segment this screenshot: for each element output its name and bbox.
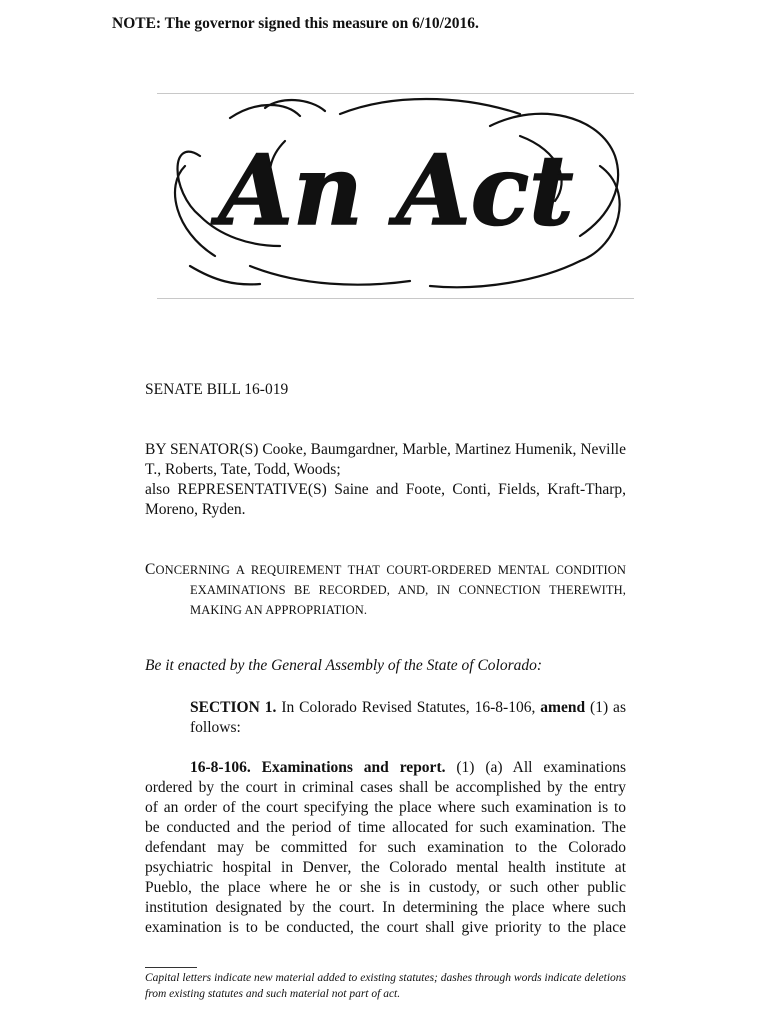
logo-bottom-rule [157,298,634,299]
enacting-clause: Be it enacted by the General Assembly of the State of Colorado: [145,657,543,674]
statute-line: institution designated by the court. In determining the place where such [145,899,626,916]
concerning-line-2: EXAMINATIONS BE RECORDED, AND, IN CONNECTION THEREWITH, [190,583,626,597]
section-label: SECTION 1. [190,699,277,716]
logo-wordmark: An Act [218,134,574,247]
concerning-line-3: MAKING AN APPROPRIATION. [190,603,368,617]
an-act-logo [160,96,632,296]
statute-line: Pueblo, the place where he or she is in custody, or such other public [145,879,626,896]
statute-heading: 16-8-106. Examinations and report. [190,759,446,776]
statute-text [145,758,626,938]
house-sponsors: also REPRESENTATIVE(S) Saine and Foote, Conti, Fields, Kraft-Tharp, Moreno, Ryden. [145,481,626,518]
statute-line: psychiatric hospital in Denver, the Colorado mental health institute at [145,859,626,876]
footnote [145,970,626,1002]
governor-signed-note: NOTE: The governor signed this measure on 6/10/2016. [112,15,479,32]
statute-line: (1) (a) All examinations [445,759,626,776]
amend-keyword: amend [540,699,586,716]
senate-sponsors: BY SENATOR(S) Cooke, Baumgardner, Marble, Martinez Humenik, Neville T., Roberts, Tate, Todd, Woods; [145,441,626,478]
statute-line: examination is to be conducted, the court shall give priority to the place [145,919,626,936]
concerning-line-1: ONCERNING A REQUIREMENT THAT COURT-ORDERED MENTAL CONDITION [155,563,626,577]
footnote-rule [145,967,197,968]
footnote-text: Capital letters indicate new material added to existing statutes; dashes through words indicate deletions from existing statutes and such material not part of act. [145,972,626,1000]
statute-line: defendant may be committed for such examination to the Colorado [145,839,626,856]
concerning-initial: C [145,561,156,578]
section-text-1: In Colorado Revised Statutes, 16-8-106, [276,699,541,716]
section-1 [145,698,626,738]
statute-line: of an order of the court specifying the place where such examination is to [145,799,626,816]
logo-top-rule [157,93,634,94]
statute-line: ordered by the court in criminal cases shall be accomplished by the entry [145,779,626,796]
concerning-title [145,560,626,620]
sponsors-block [145,440,626,520]
bill-number: SENATE BILL 16-019 [145,381,289,398]
statute-line: be conducted and the period of time allocated for such examination. The [145,819,626,836]
section-text-2: (1) as follows: [190,699,626,736]
